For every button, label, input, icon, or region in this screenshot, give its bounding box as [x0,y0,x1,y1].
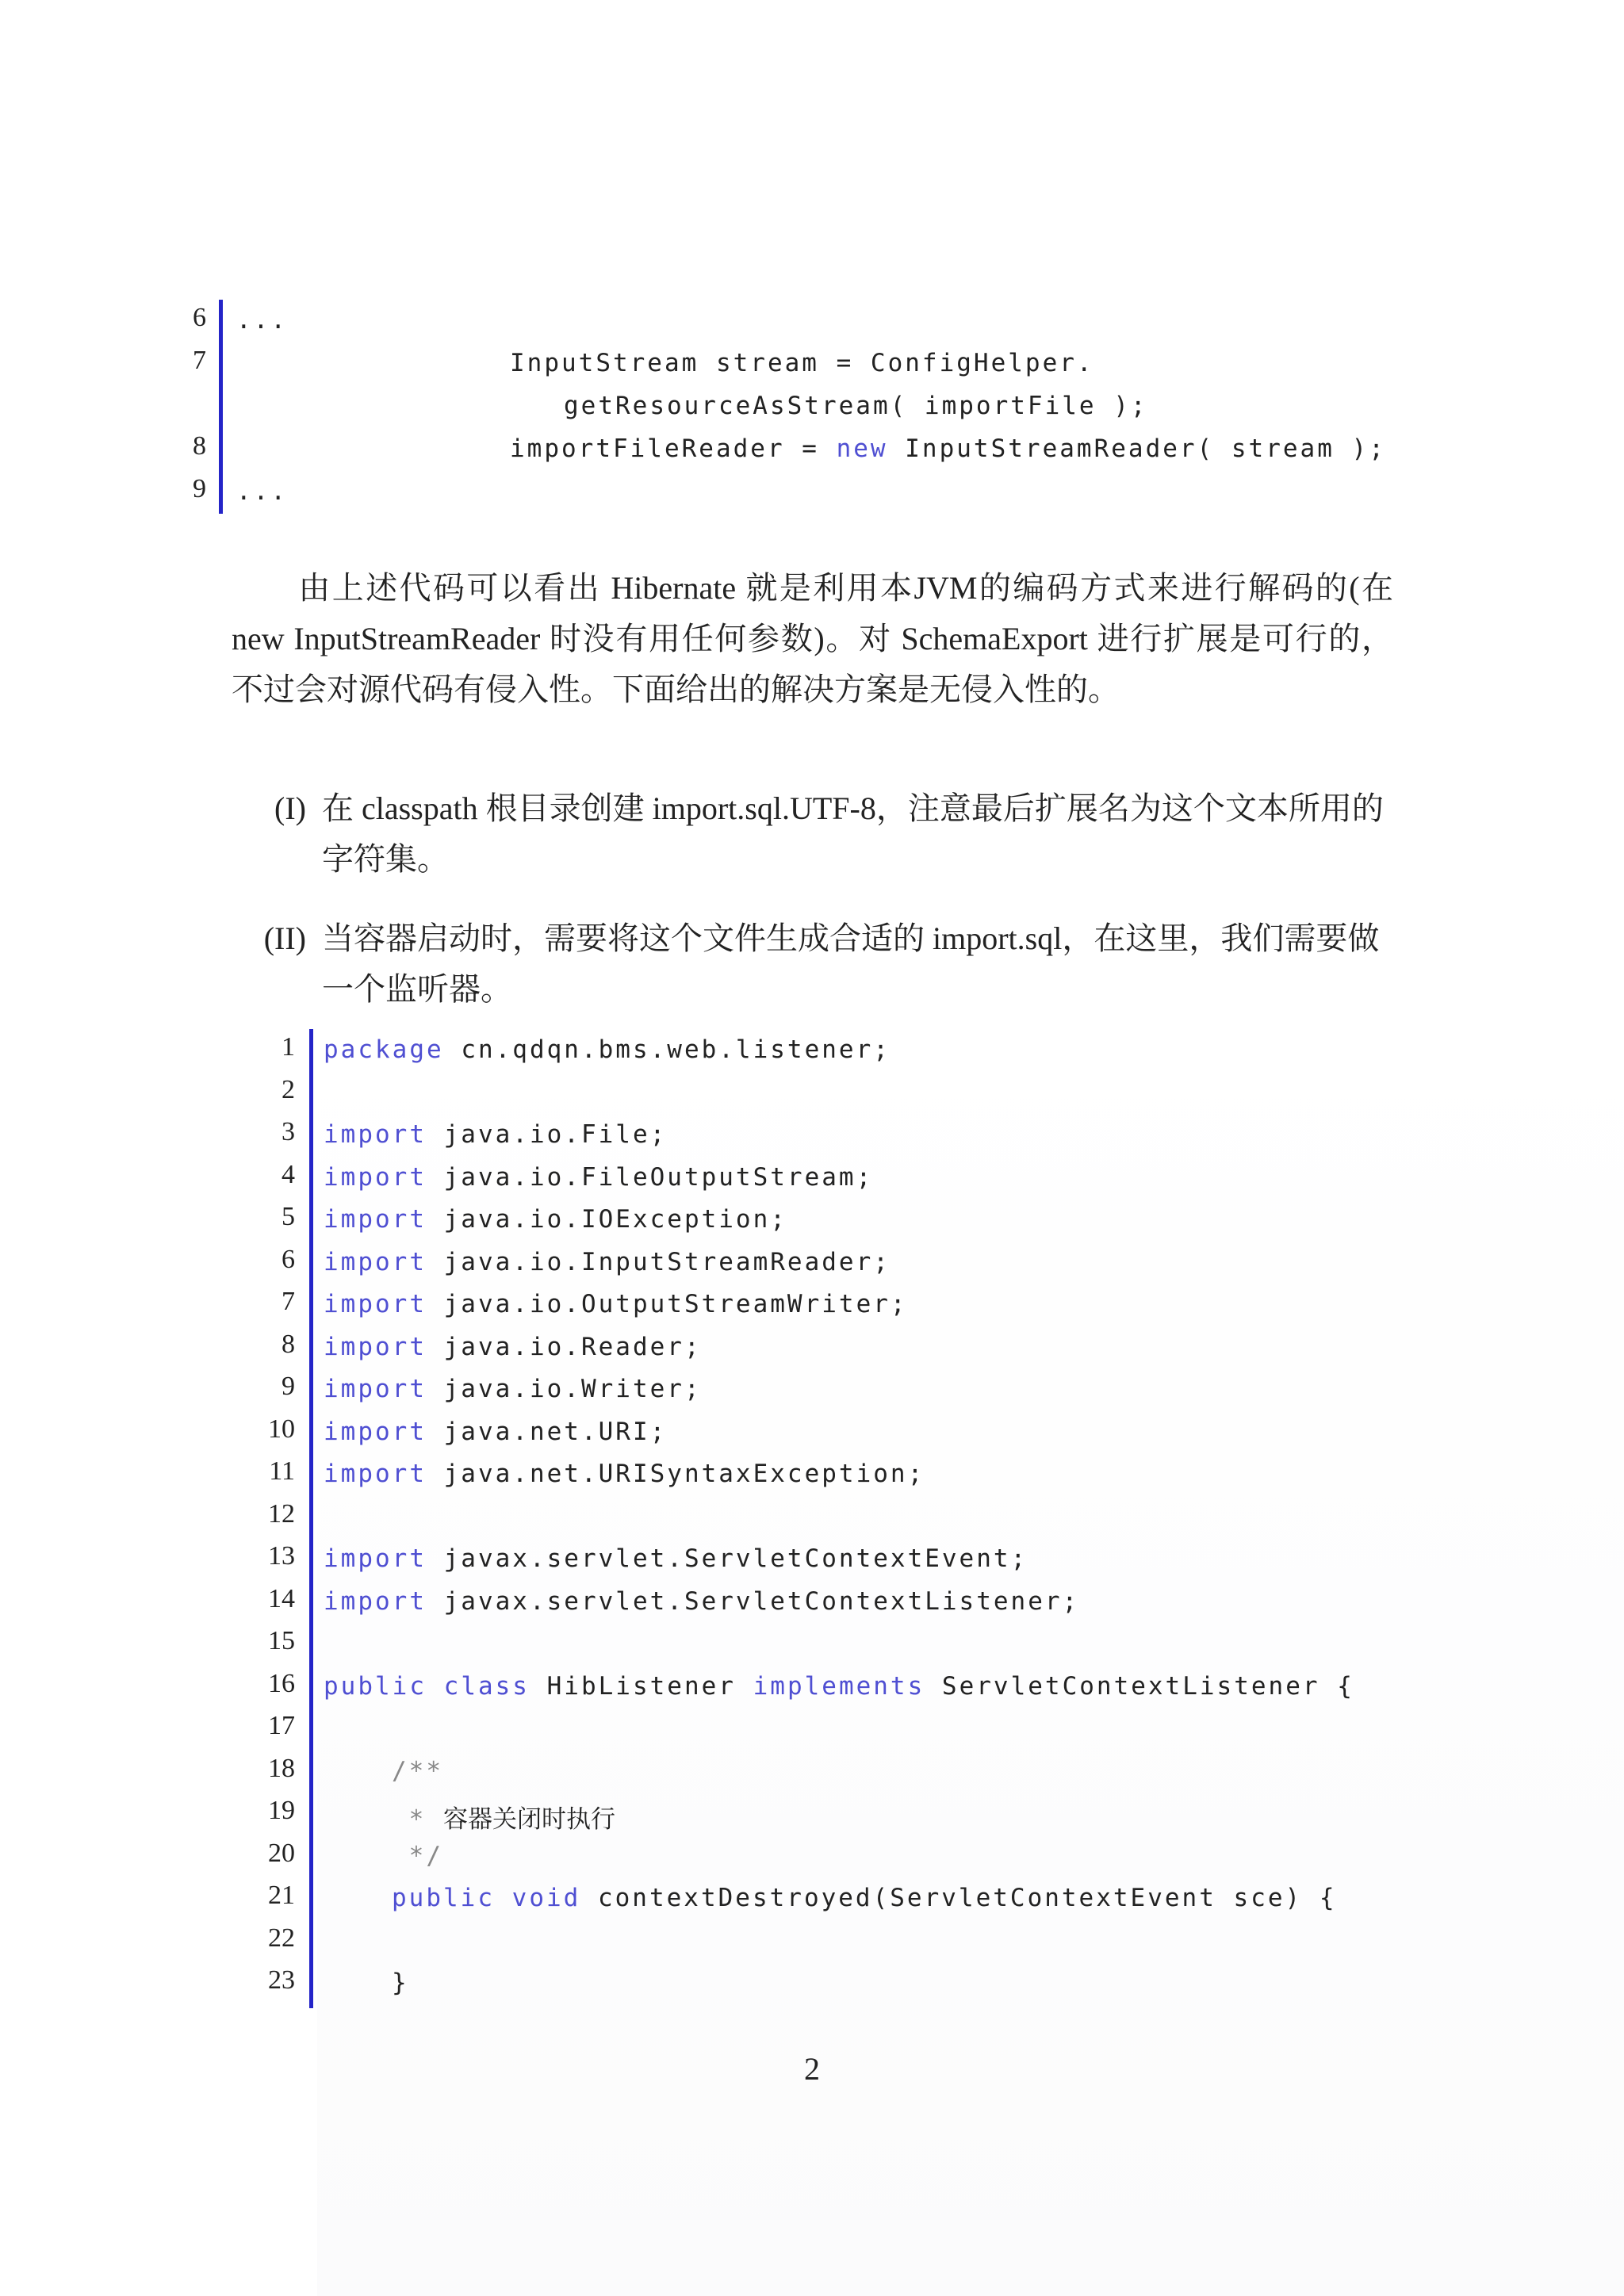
code-token: } [392,1969,409,1997]
code-line [262,1499,1451,1542]
code-line [262,1202,1451,1245]
code-keyword: public [324,1671,427,1701]
line-number: 5 [282,1202,295,1231]
code-line [262,1160,1451,1203]
code-token: ServletContextListener { [925,1671,1354,1701]
code-token: contextDestroyed(ServletContextEvent sce) { [580,1884,1337,1912]
code-line [262,1626,1451,1669]
code-comment: * [392,1805,443,1834]
code-text [324,1290,908,1318]
line-number: 9 [282,1372,295,1401]
line-number: 21 [268,1881,295,1910]
line-number: 4 [282,1159,295,1189]
code-line [262,1245,1451,1288]
code-line [262,1075,1451,1118]
code-text [324,1672,1354,1701]
body-paragraph [232,563,1393,715]
line-number: 9 [193,474,206,503]
line-number: 18 [268,1753,295,1783]
code-text [324,1248,891,1276]
code-text [324,1418,667,1446]
code-keyword: class [443,1671,530,1701]
code-snippet-top [174,300,1443,514]
code-token: javax.servlet.ServletContextListener; [426,1586,1080,1616]
line-number: 16 [268,1668,295,1698]
code-keyword: package [324,1035,444,1064]
code-line [174,431,1443,474]
code-keyword: import [324,1120,427,1149]
code-token: HibListener [529,1671,753,1701]
code-line [262,1372,1451,1414]
code-text [564,392,1148,420]
code-text [392,1884,1337,1912]
code-line [262,1414,1451,1457]
line-number: 8 [193,431,206,461]
code-text [324,1587,1079,1616]
code-line [262,1330,1451,1372]
code-token: InputStreamReader( stream ); [887,434,1386,463]
line-number: 19 [268,1796,295,1825]
code-keyword: import [324,1332,427,1361]
code-text [392,1842,443,1870]
code-keyword: import [324,1205,427,1234]
line-number: 11 [269,1456,295,1486]
code-line [262,1117,1451,1160]
list-item-2-label: (II) [263,920,306,956]
line-number: 7 [193,346,206,375]
line-number: 20 [268,1838,295,1868]
code-line [262,1796,1451,1839]
code-token: java.io.InputStreamReader; [426,1247,891,1276]
code-keyword: import [324,1460,427,1488]
list-item-1-text: 在 classpath 根目录创建 import.sql.UTF-8，注意最后扩展名为这个文本所用的字符集。 [322,790,1384,877]
code-token: java.io.File; [426,1120,668,1149]
code-line [262,1965,1451,2008]
line-number: 23 [268,1965,295,1995]
code-keyword: import [324,1162,427,1192]
line-number: 12 [268,1498,295,1529]
code-line [262,1711,1451,1754]
code-keyword: import [324,1290,427,1318]
line-number: 15 [268,1626,295,1655]
code-token [427,1672,444,1701]
code-text [236,477,288,506]
code-keyword: public [392,1884,495,1912]
code-text [324,1375,702,1403]
line-number: 8 [282,1329,295,1359]
line-number: 17 [268,1711,295,1740]
code-keyword: import [324,1375,427,1403]
line-number: 2 [282,1074,295,1104]
code-keyword: new [836,434,888,463]
line-number: 7 [282,1287,295,1316]
code-text [392,1757,443,1785]
line-number: 6 [282,1244,295,1274]
list-item-1-label: (I) [274,790,306,826]
code-token: java.io.Writer; [426,1375,702,1403]
body-paragraph-text: 由上述代码可以看出 Hibernate 就是利用本JVM的编码方式来进行解码的(在 new InputStreamReader 时没有用任何参数)。对 SchemaExport 进行扩展是可行的，不过会对源代码有侵入性。下面给出的解决方案是无侵入性的。 [232,570,1393,707]
code-token: 容器关闭时执行 [443,1805,615,1834]
code-token: java.net.URI; [426,1417,668,1446]
code-line [262,1456,1451,1499]
line-number: 13 [268,1541,295,1571]
code-text [324,1120,667,1149]
code-token: ... [236,306,288,335]
code-comment: /** [392,1756,443,1785]
code-line [174,303,1443,346]
line-number: 3 [282,1117,295,1146]
code-token: importFileReader = [510,434,837,463]
code-text [324,1205,787,1234]
code-line [262,1881,1451,1923]
code-token: cn.qdqn.bms.web.listener; [443,1035,891,1064]
line-number: 10 [268,1414,295,1444]
code-keyword: void [511,1884,581,1912]
code-line [262,1032,1451,1075]
line-number: 1 [282,1032,295,1062]
code-keyword: implements [753,1671,925,1701]
code-text [324,1544,1028,1573]
code-text [324,1035,891,1064]
code-line [262,1287,1451,1330]
code-line [262,1754,1451,1797]
code-text [510,349,1094,377]
code-token: getResourceAsStream( importFile ); [564,392,1148,420]
code-token: java.net.URISyntaxException; [426,1460,925,1488]
code-token: javax.servlet.ServletContextEvent; [426,1544,1028,1573]
line-number: 22 [268,1923,295,1953]
code-token [495,1884,512,1912]
code-keyword: import [324,1247,427,1276]
code-line [262,1839,1451,1881]
code-text [324,1333,702,1361]
code-text [324,1460,925,1488]
code-text [392,1799,615,1835]
code-keyword: import [324,1586,427,1616]
code-line [174,474,1443,517]
code-text [236,306,288,335]
list-item-2-text: 当容器启动时，需要将这个文件生成合适的 import.sql，在这里，我们需要做一个监听器。 [322,920,1380,1007]
code-text [392,1969,409,1997]
code-text [324,1163,873,1192]
code-line [262,1584,1451,1627]
code-token: java.io.Reader; [426,1332,702,1361]
line-number: 6 [193,303,206,332]
line-number: 14 [268,1583,295,1613]
code-listing-main [262,1029,1451,2008]
code-line [262,1923,1451,1966]
code-keyword: import [324,1544,427,1573]
code-comment: */ [392,1841,443,1870]
code-token: java.io.OutputStreamWriter; [426,1290,908,1318]
code-token: java.io.IOException; [426,1205,787,1234]
code-line [262,1541,1451,1584]
code-token: ... [236,477,288,506]
code-token: java.io.FileOutputStream; [426,1162,874,1192]
code-token: InputStream stream = ConfigHelper. [510,349,1094,377]
code-line [174,388,1443,431]
code-keyword: import [324,1417,427,1446]
page-number: 2 [804,2051,820,2087]
code-line [262,1669,1451,1712]
code-line [174,346,1443,388]
code-text [510,434,1386,463]
